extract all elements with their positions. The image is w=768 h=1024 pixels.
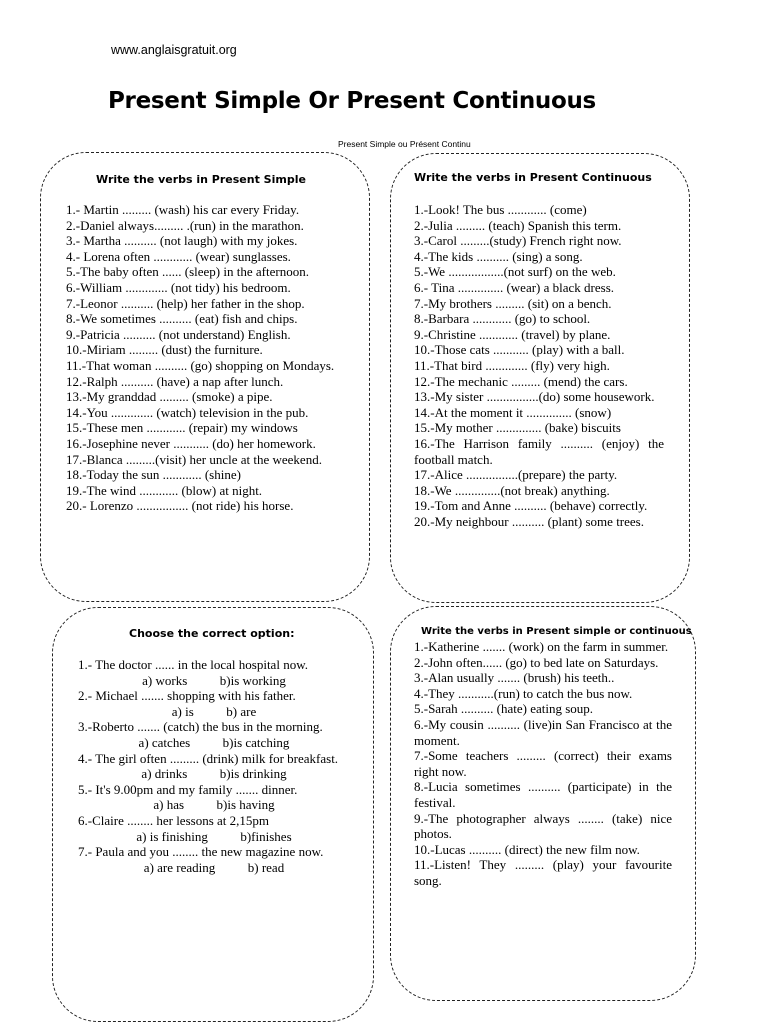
- exercise-item: 3.-Carol .........(study) French right now.: [414, 233, 622, 249]
- exercise-item: 2.-Daniel always......... .(run) in the marathon.: [66, 217, 304, 233]
- exercise-item: 8.-Barbara ............ (go) to school.: [414, 311, 591, 327]
- exercise-item: 15.-My mother .............. (bake) biscuits: [414, 420, 621, 436]
- exercise-item: 3.-Alan usually ....... (brush) his teeth..: [414, 670, 615, 686]
- exercise-list-choose-option: [78, 657, 350, 875]
- exercise-item: 1.- The doctor ...... in the local hospital now.: [78, 657, 308, 672]
- page-title: Present Simple Or Present Continuous: [108, 88, 596, 114]
- exercise-item: 2.- Michael ....... shopping with his father.: [78, 688, 296, 704]
- exercise-item: 15.-These men ............ (repair) my windows: [66, 420, 298, 436]
- exercise-item: 13.-My sister ................(do) some housework.: [414, 389, 655, 405]
- exercise-item: 9.-Christine ............ (travel) by plane.: [414, 326, 611, 342]
- exercise-item: 7.-Leonor .......... (help) her father in the shop.: [66, 295, 305, 311]
- exercise-item: 4.-They ...........(run) to catch the bus now.: [414, 685, 633, 701]
- exercise-item: 11.-That woman .......... (go) shopping on Mondays.: [66, 357, 335, 373]
- exercise-item: 5.-We .................(not surf) on the web.: [414, 264, 616, 280]
- exercise-item: 1.-Katherine ....... (work) on the farm in summer.: [414, 639, 669, 654]
- answer-options: a) has b)is having: [153, 797, 275, 813]
- exercise-item: 6.- Tina .............. (wear) a black dress.: [414, 279, 615, 295]
- exercise-item: 9.-Patricia .......... (not understand) English.: [66, 326, 291, 342]
- exercise-item: 17.-Alice ................(prepare) the party.: [414, 467, 618, 483]
- exercise-item: 4.- Lorena often ............ (wear) sunglasses.: [66, 248, 291, 264]
- exercise-item: 19.-Tom and Anne .......... (behave) correctly.: [414, 498, 648, 514]
- answer-options: a) is b) are: [171, 703, 257, 719]
- exercise-item: 18.-Today the sun ............ (shine): [66, 467, 241, 483]
- exercise-heading-present-simple: Write the verbs in Present Simple: [96, 173, 306, 186]
- exercise-item: 16.-Josephine never ........... (do) her homework.: [66, 435, 316, 451]
- exercise-item: 14.-You ............. (watch) television in the pub.: [66, 404, 309, 420]
- exercise-item: 12.-Ralph .......... (have) a nap after lunch.: [66, 373, 284, 389]
- exercise-item: 5.- It's 9.00pm and my family ....... dinner.: [78, 781, 298, 797]
- exercise-item: 6.-Claire ........ her lessons at 2,15pm: [78, 812, 269, 828]
- exercise-item: 3.- Martha .......... (not laugh) with my jokes.: [66, 233, 298, 249]
- exercise-item: 12.-The mechanic ......... (mend) the cars.: [414, 373, 628, 389]
- answer-options: a) drinks b)is drinking: [141, 766, 287, 782]
- exercise-item: 5.-Sarah .......... (hate) eating soup.: [414, 701, 594, 717]
- exercise-item: 9.-The photographer always ........ (take) nice photos.: [414, 810, 672, 842]
- exercise-item: 1.-Look! The bus ............ (come): [414, 202, 587, 217]
- exercise-item: 7.-Some teachers ......... (correct) their exams right now.: [414, 748, 672, 779]
- exercise-item: 6.-My cousin .......... (live)in San Francisco at the moment.: [414, 716, 672, 748]
- exercise-item: 10.-Lucas .......... (direct) the new film now.: [414, 841, 640, 857]
- exercise-item: 5.-The baby often ...... (sleep) in the afternoon.: [66, 264, 309, 280]
- exercise-item: 6.-William ............. (not tidy) his bedroom.: [66, 279, 291, 295]
- exercise-item: 2.-John often...... (go) to bed late on Saturdays.: [414, 654, 659, 670]
- exercise-item: 8.-Lucia sometimes .......... (participate) in the festival.: [414, 779, 672, 810]
- page-subtitle: Present Simple ou Présent Continu: [338, 139, 471, 149]
- exercise-list-simple-or-continuous: [414, 639, 672, 889]
- exercise-item: 10.-Miriam ......... (dust) the furniture.: [66, 342, 263, 358]
- exercise-item: 11.-Listen! They ......... (play) your favourite song.: [414, 857, 672, 888]
- exercise-item: 3.-Roberto ....... (catch) the bus in the morning.: [78, 719, 323, 735]
- exercise-item: 7.- Paula and you ........ the new magazine now.: [78, 844, 324, 860]
- exercise-item: 8.-We sometimes .......... (eat) fish and chips.: [66, 311, 298, 327]
- exercise-item: 10.-Those cats ........... (play) with a ball.: [414, 342, 625, 358]
- exercise-item: 20.-My neighbour .......... (plant) some trees.: [414, 513, 644, 529]
- exercise-heading-choose-option: Choose the correct option:: [129, 627, 295, 640]
- exercise-item: 13.-My granddad ......... (smoke) a pipe.: [66, 389, 273, 405]
- exercise-item: 17.-Blanca .........(visit) her uncle at the weekend.: [66, 451, 322, 467]
- exercise-item: 18.-We ..............(not break) anything.: [414, 482, 610, 498]
- exercise-heading-present-continuous: Write the verbs in Present Continuous: [414, 171, 652, 184]
- exercise-item: 11.-That bird ............. (fly) very high.: [414, 357, 610, 373]
- answer-options: a) catches b)is catching: [138, 734, 290, 750]
- exercise-item: 1.- Martin ......... (wash) his car every Friday.: [66, 202, 300, 217]
- exercise-item: 14.-At the moment it .............. (snow): [414, 404, 612, 420]
- answer-options: a) works b)is working: [142, 672, 286, 688]
- exercise-list-present-simple: [66, 202, 341, 514]
- exercise-list-present-continuous: [414, 202, 664, 529]
- exercise-item: 16.-The Harrison family .......... (enjoy) the football match.: [414, 435, 664, 467]
- site-url: www.anglaisgratuit.org: [111, 43, 237, 57]
- exercise-item: 20.- Lorenzo ................ (not ride) his horse.: [66, 498, 294, 514]
- exercise-item: 7.-My brothers ......... (sit) on a bench.: [414, 295, 612, 311]
- exercise-item: 19.-The wind ............ (blow) at night.: [66, 482, 263, 498]
- exercise-item: 4.-The kids .......... (sing) a song.: [414, 248, 583, 264]
- exercise-heading-simple-or-continuous: Write the verbs in Present simple or continuous: [421, 626, 692, 637]
- exercise-item: 2.-Julia ......... (teach) Spanish this term.: [414, 217, 622, 233]
- answer-options: a) are reading b) read: [143, 859, 285, 875]
- exercise-item: 4.- The girl often ......... (drink) milk for breakfast.: [78, 750, 339, 766]
- answer-options: a) is finishing b)finishes: [136, 828, 292, 844]
